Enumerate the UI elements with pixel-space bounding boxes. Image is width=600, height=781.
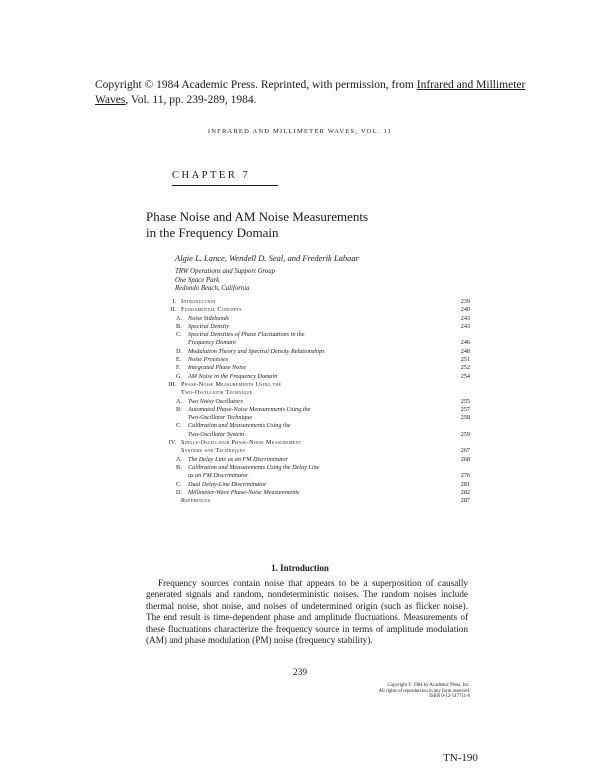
toc-entry: [150, 389, 470, 397]
toc-title: Fundamental Concepts: [181, 306, 242, 314]
toc-entry: [150, 406, 470, 414]
title-line: Phase Noise and AM Noise Measurements: [146, 209, 369, 224]
toc-entry: [150, 489, 470, 497]
toc-title: Phase-Noise Measurements Using the: [181, 380, 282, 388]
toc-entry: [150, 339, 470, 347]
toc-title: Calibration and Measurements Using the: [188, 422, 291, 430]
toc-entry: [150, 298, 470, 306]
copyright-imprint: [340, 683, 470, 700]
toc-entry: [150, 431, 470, 439]
toc-letter: B.: [176, 405, 182, 413]
title-line: in the Frequency Domain: [146, 225, 279, 240]
toc-letter: B.: [176, 322, 182, 330]
copyright-prefix: Copyright © 1984 Academic Press. Reprinted, with permission, from: [95, 79, 417, 91]
imprint-line: Copyright © 1984 by Academic Press, Inc.: [387, 683, 470, 688]
toc-title: Calibration and Measurements Using the Delay Line: [188, 463, 320, 471]
toc-entry: [150, 364, 470, 372]
toc-title: Two-Oscillator Technique: [181, 389, 253, 397]
toc-page: 252: [460, 364, 470, 372]
toc-page: 239: [460, 298, 470, 305]
toc-entry: [150, 422, 470, 430]
toc-entry: [150, 306, 470, 314]
toc-page: 240: [460, 306, 470, 314]
affiliation-line: One Space Park: [175, 276, 220, 284]
toc-title: Two Noisy Oscillators: [188, 397, 243, 405]
toc-title: as an FM Discriminator: [188, 472, 249, 480]
toc-letter: B.: [176, 463, 182, 471]
toc-entry: [150, 456, 470, 464]
toc-letter: A.: [176, 455, 183, 463]
toc-page: 282: [460, 488, 470, 496]
toc-page: 281: [460, 480, 470, 488]
imprint-line: All rights of reproduction in any form reserved.: [378, 688, 470, 694]
toc-page: 254: [460, 372, 470, 380]
paragraph: Frequency sources contain noise that appears to be a superposition of causally generated signals and random, nondeterministic noises. The random noises include thermal noise, shot noise, and noises of undetermined origin (such as flicker noise). The end result is time-dependent phase and amplitude fluctuations. Measurements of these fluctuations characterize the frequency source in terms of amplitude modulation (AM) and phase modulation (PM) noise (frequency stability).: [146, 578, 468, 646]
body-text: [146, 578, 468, 646]
toc-letter: E.: [176, 356, 182, 364]
toc-letter: A.: [176, 397, 183, 405]
toc-title: Systems and Techniques: [181, 447, 245, 455]
toc-entry: [150, 348, 470, 356]
toc-entry: [150, 381, 470, 389]
toc-title: AM Noise in the Frequency Domain: [188, 372, 278, 380]
report-number: TN-190: [443, 752, 478, 764]
toc-page: 259: [460, 430, 470, 438]
toc-number: I.: [172, 298, 176, 305]
toc-entry: [150, 323, 470, 331]
toc-page: 248: [460, 347, 470, 355]
toc-letter: F.: [176, 364, 181, 372]
journal-title: Infrared and Millimeter Waves: [95, 79, 526, 106]
toc-entry: [150, 481, 470, 489]
affiliation-line: TRW Operations and Support Group: [175, 268, 276, 275]
toc-page: 243: [460, 322, 470, 330]
affiliation: [175, 268, 375, 294]
page-number: 239: [292, 668, 308, 678]
authors: Algie L. Lance, Wendell D. Seal, and Frederik Labaar: [175, 253, 359, 263]
affiliation-line: Redondo Beach, California: [175, 285, 250, 293]
toc-title: Noise Sidebands: [188, 314, 230, 322]
toc-letter: D.: [176, 347, 183, 355]
toc-entry: [150, 398, 470, 406]
toc-page: 257: [460, 405, 470, 413]
chapter-label: CHAPTER 7: [172, 170, 251, 181]
toc-entry: [150, 464, 470, 472]
toc-number: IV.: [168, 439, 176, 447]
toc-entry: [150, 373, 470, 381]
toc-letter: D.: [176, 488, 183, 496]
toc-letter: G.: [176, 372, 183, 380]
toc-page: 243: [460, 314, 470, 322]
toc-entry: [150, 315, 470, 323]
copyright-suffix: , Vol. 11, pp. 239-289, 1984.: [125, 94, 257, 106]
toc-entry: [150, 331, 470, 339]
toc-title: Single-Oscillator Phase-Noise Measurement: [181, 439, 302, 447]
toc-number: II.: [170, 306, 176, 314]
toc-page: 255: [460, 397, 470, 405]
toc-title: Automated Phase-Noise Measurements Using the: [188, 405, 311, 413]
toc-entry: [150, 497, 470, 505]
toc-number: III.: [168, 380, 176, 388]
toc-title: Two-Oscillator Technique: [188, 414, 253, 422]
toc-title: Introduction: [181, 298, 216, 305]
toc-title: Noise Processes: [188, 356, 229, 364]
toc-page: 276: [460, 472, 470, 480]
imprint-line: ISBN 0-12-147711-0: [429, 694, 470, 700]
chapter-title: [146, 209, 446, 241]
toc-title: Two-Oscillator System: [188, 430, 245, 438]
toc-title: Spectral Densities of Phase Fluctuations in the: [188, 331, 305, 339]
toc-entry: [150, 439, 470, 447]
toc-page: 287: [460, 497, 470, 505]
chapter-rule: [172, 185, 278, 186]
toc-letter: C.: [176, 331, 182, 339]
toc-letter: A.: [176, 314, 183, 322]
toc-title: References: [181, 497, 211, 505]
copyright-notice: [95, 78, 535, 108]
running-head: INFRARED AND MILLIMETER WAVES, VOL. 11: [207, 128, 393, 135]
toc-letter: C.: [176, 422, 182, 430]
toc-page: 267: [460, 447, 470, 455]
toc-page: 246: [460, 339, 470, 347]
toc-entry: [150, 414, 470, 422]
toc-title: Spectral Density: [188, 322, 230, 330]
toc-entry: [150, 447, 470, 455]
toc-title: Modulation Theory and Spectral Density Relationships: [188, 347, 325, 355]
toc-title: Dual Delay-Line Discriminator: [188, 480, 267, 488]
toc-title: Integrated Phase Noise: [188, 364, 247, 372]
toc-page: 258: [460, 414, 470, 422]
toc-title: Frequency Domain: [188, 339, 236, 347]
section-heading: 1. Introduction: [271, 563, 329, 573]
toc-page: 251: [460, 356, 470, 364]
toc-title: Millimeter-Wave Phase-Noise Measurements: [188, 488, 300, 496]
toc-page: 268: [460, 455, 470, 463]
toc-letter: C.: [176, 480, 182, 488]
table-of-contents: [150, 298, 470, 505]
toc-entry: [150, 356, 470, 364]
toc-title: The Delay Line as an FM Discriminator: [188, 455, 289, 463]
toc-entry: [150, 472, 470, 480]
